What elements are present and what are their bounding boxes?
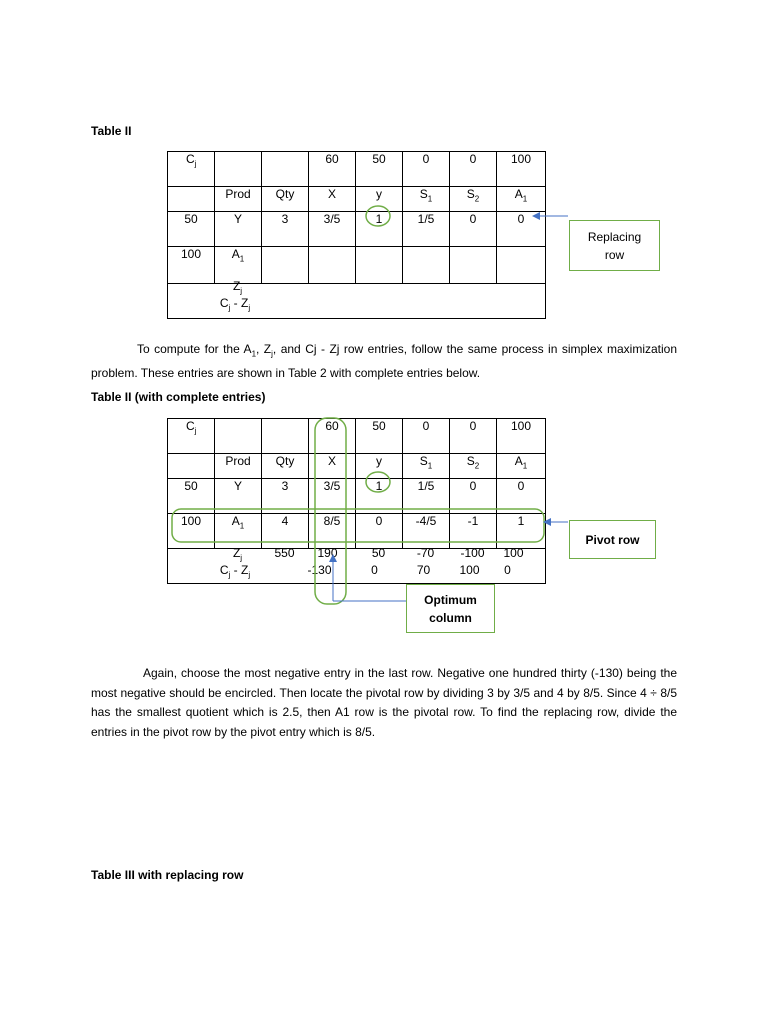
cjzj-value: 0 bbox=[504, 563, 511, 577]
zj-value: 50 bbox=[371, 546, 386, 560]
header-prod: Prod bbox=[215, 187, 262, 212]
cjzj-value: -130 bbox=[307, 563, 332, 577]
zj-value: -100 bbox=[460, 546, 485, 560]
pivot-entry: 8/5 bbox=[309, 514, 356, 549]
zj-value: 190 bbox=[317, 546, 338, 560]
header-s1: $S_1$ bbox=[403, 187, 450, 212]
cjzj-value: 100 bbox=[459, 563, 480, 577]
header-x: X bbox=[309, 187, 356, 212]
circled-entry: 1 bbox=[356, 212, 403, 247]
cj-row bbox=[168, 152, 546, 187]
cj-value: 60 bbox=[309, 152, 356, 187]
paragraph-2: Again, choose the most negative entry in the last row. Negative one hundred thirty (-130) being the most negative should be encircled. Then locate the pivotal row by dividing 3 by 3/5 and 4 by 8/5. Since 4 ÷ 8/5 has the smallest quotient which is 2.5, then A1 row is the pivotal row. To find the replacing row, divide the entries in the pivot row by the pivot entry which is 8/5. bbox=[91, 666, 677, 739]
cj-value: 0 bbox=[450, 152, 497, 187]
cj-row: $C_j$ 60 50 0 0 100 bbox=[168, 419, 546, 454]
pivot-row-callout: Pivot row bbox=[569, 520, 656, 559]
zj-value: 100 bbox=[503, 546, 524, 560]
zj-value: -70 bbox=[416, 546, 435, 560]
header-qty: Qty bbox=[262, 187, 309, 212]
header-s2: $S_2$ bbox=[450, 187, 497, 212]
cj-value: 0 bbox=[403, 152, 450, 187]
cj-label: $C_j$ bbox=[168, 419, 215, 454]
table3-heading: Table III with replacing row bbox=[91, 868, 244, 882]
table2-complete-heading: Table II (with complete entries) bbox=[91, 390, 266, 404]
zj-label: $Z_j$ bbox=[232, 546, 243, 563]
cjzj-value: 0 bbox=[371, 563, 378, 577]
zj-label: $Z_j$ bbox=[232, 279, 243, 296]
replacing-row-callout: Replacing row bbox=[569, 220, 660, 271]
optimum-column-callout: Optimum column bbox=[406, 584, 495, 633]
cj-value: 50 bbox=[356, 152, 403, 187]
cj-value: 100 bbox=[497, 152, 546, 187]
table-row: 50 Y 3 3/5 1 1/5 0 0 bbox=[168, 479, 546, 514]
header-row: Prod Qty X y $S_1$ $S_2$ $A_1$ bbox=[168, 454, 546, 479]
cj-zj-label: $C_j - Z_j$ bbox=[219, 563, 251, 580]
cj-zj-label: $C_j - Z_j$ bbox=[219, 296, 251, 313]
cjzj-value: 70 bbox=[416, 563, 431, 577]
table-row: 50 Y 3 3/5 1 1/5 0 0 bbox=[168, 212, 546, 247]
cj-label: $C_j$ bbox=[168, 152, 215, 187]
header-a1: $A_1$ bbox=[497, 187, 546, 212]
table2-heading: Table II bbox=[91, 124, 132, 138]
pivot-row: 100 $A_1$ 4 8/5 0 -4/5 -1 1 bbox=[168, 514, 546, 549]
paragraph-1: To compute for the $A_1$, $Z_j$, and Cj - Zj row entries, follow the same process in simplex maximization problem. These entries are shown in Table 2 with complete entries below. bbox=[91, 342, 678, 380]
header-y: y bbox=[356, 187, 403, 212]
header-row bbox=[168, 187, 546, 212]
table-row: 100 $A_1$ bbox=[168, 247, 546, 284]
zj-value: 550 bbox=[274, 546, 295, 560]
circled-entry: 1 bbox=[356, 479, 403, 514]
